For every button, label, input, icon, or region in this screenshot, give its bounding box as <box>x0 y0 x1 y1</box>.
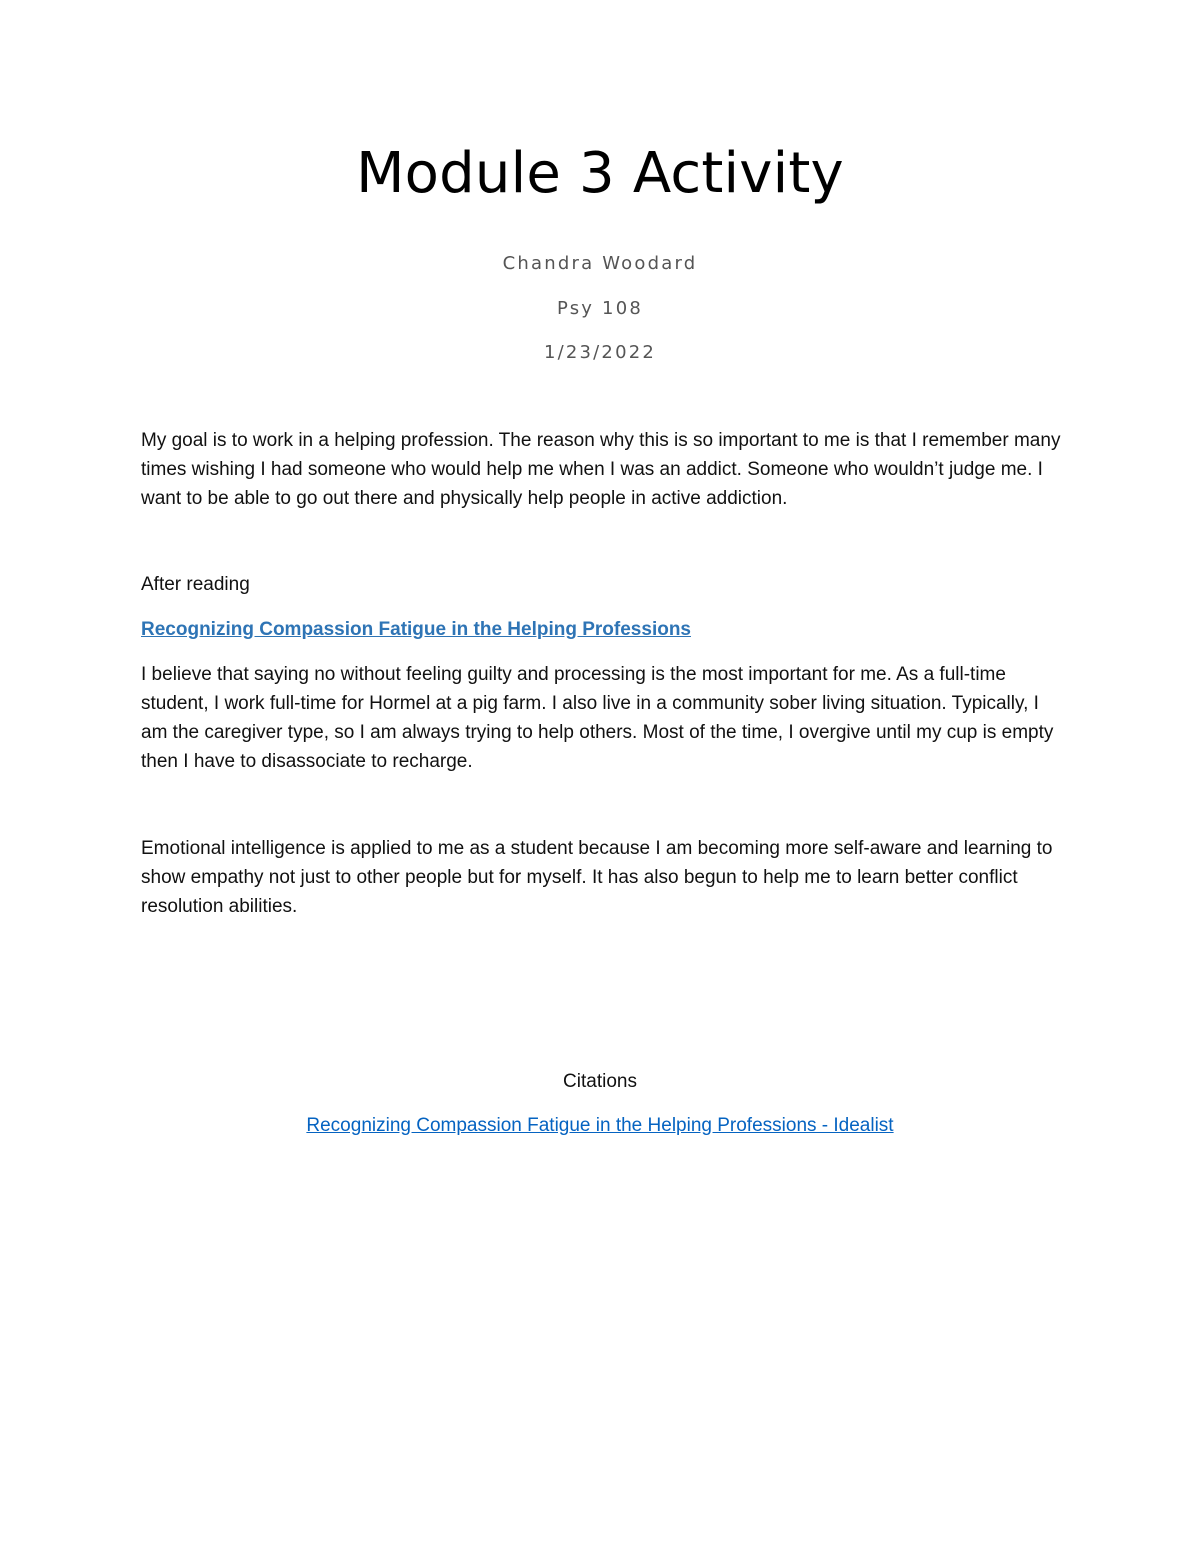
citation-link[interactable]: Recognizing Compassion Fatigue in the Helping Professions - Idealist <box>306 1115 894 1136</box>
author-name: Chandra Woodard <box>502 253 698 274</box>
goal-paragraph: My goal is to work in a helping profession. The reason why this is so important to me is that I remember many times wishing I had someone who would help me when I was an addict. Someone who wouldn’t judge me. I want to be able to go out there and physically help people in active addiction. <box>141 430 1061 509</box>
after-reading-label: After reading <box>141 574 250 595</box>
course-name: Psy 108 <box>556 298 644 319</box>
document-title: Module 3 Activity <box>356 141 844 206</box>
reflection-paragraph: I believe that saying no without feeling guilty and processing is the most important for me. As a full-time student, I work full-time for Hormel at a pig farm. I also live in a community sober living situation. Typically, I am the caregiver type, so I am always trying to help others. Most of the time, I overgive until my cup is empty then I have to disassociate to recharge. <box>141 664 1054 772</box>
citations-heading: Citations <box>563 1071 637 1092</box>
reading-link[interactable]: Recognizing Compassion Fatigue in the Helping Professions <box>141 619 691 640</box>
emotional-intelligence-paragraph: Emotional intelligence is applied to me as a student because I am becoming more self-aware and learning to show empathy not just to other people but for myself. It has also begun to help me to learn better conflict resolution abilities. <box>141 838 1053 917</box>
document-date: 1/23/2022 <box>543 342 657 363</box>
citation-line <box>0 1111 1200 1140</box>
